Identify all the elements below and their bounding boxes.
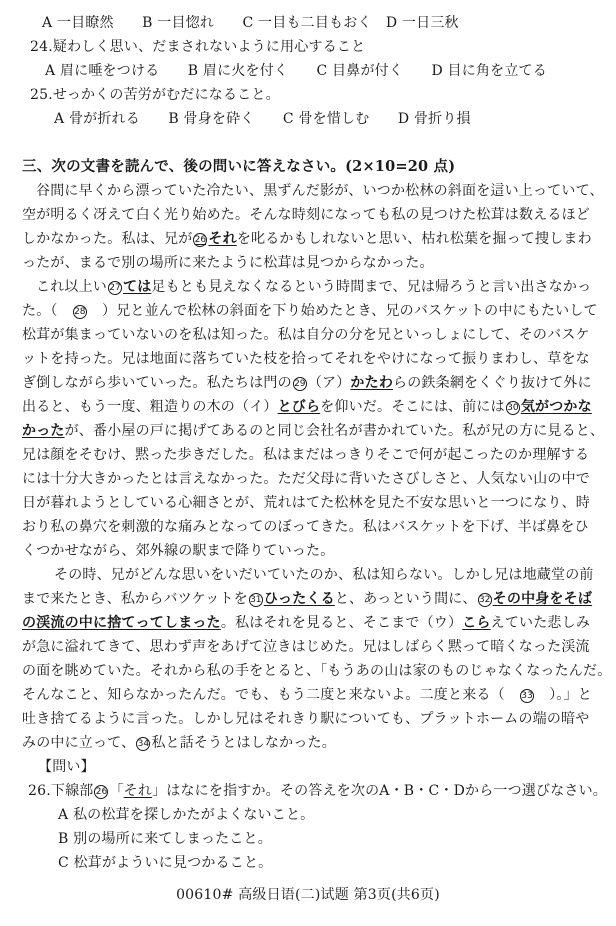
text-run: 」はなにを指すか。その答えを次のA・B・C・Dから一つ選びなさい。	[152, 783, 608, 799]
circled-number-30: 30	[507, 403, 519, 413]
reading-passage-line	[22, 635, 616, 659]
reading-passage-line	[22, 299, 616, 323]
circled-number-31: 31	[250, 595, 262, 605]
text-run: A 眉に唾をつける B 眉に火を付く C 目鼻が付く D 目に角を立てる	[45, 63, 547, 79]
text-run: を仰いだ。そこには、前には	[320, 399, 505, 415]
vocab-questions	[22, 11, 616, 131]
text-run: 。私はそれを見ると、そこまで（ウ）	[220, 615, 463, 631]
text-run: 足もとも見えなくなるという時間まで、兄は帰ろうと言い出さなかっ	[151, 279, 592, 295]
reading-passage-line	[22, 539, 616, 563]
text-run: た。（	[22, 303, 72, 319]
reading-passage-line	[22, 467, 616, 491]
vocab-24-question	[22, 35, 616, 59]
circled-number-29: 29	[294, 379, 306, 389]
text-run: しかなかった。私は、兄が	[22, 231, 193, 247]
text-run: それ	[208, 231, 237, 247]
text-run: が、番小屋の戸に掲げてあるのと同じ会社名が書かれていた。私が兄の方に見ると、	[64, 423, 605, 439]
questions-label	[22, 755, 616, 779]
text-run: とびら	[277, 399, 321, 415]
text-run: その中身をそば	[492, 591, 593, 607]
circled-number-33: 33	[521, 691, 533, 701]
text-run: ったが、まるで別の場所に来たように松茸は見つからなかった。	[22, 255, 434, 271]
question-26-option-b	[22, 827, 616, 851]
section-3-title	[22, 155, 616, 179]
text-run: が急に溢れてきて、思わず声をあげて泣きはじめた。兄はしばらく黙って暗くなった渓流	[22, 639, 590, 655]
text-run: それ	[123, 783, 153, 799]
text-run: ）。」と	[535, 687, 592, 703]
text-run: こら	[462, 615, 491, 631]
circled-number-28: 28	[74, 307, 86, 317]
text-run: の渓流の中に捨てってしまった	[22, 615, 221, 631]
text-run: ）兄と並んで松林の斜面を下り始めたとき、兄のバスケットの中にもたいして	[87, 303, 598, 319]
text-run: ぎ倒しながら歩いていった。私たちは門の	[22, 375, 292, 391]
text-run: ては	[123, 279, 152, 295]
circled-number-26: 26	[194, 235, 207, 245]
circled-number-34: 34	[137, 739, 150, 749]
text-run: えていた悲しみ	[490, 615, 591, 631]
reading-passage-line	[22, 563, 616, 587]
text-run: A 私の松茸を探しかたがよくないこと。	[58, 807, 315, 823]
text-run: 【問い】	[38, 759, 95, 775]
text-run: B 別の場所に来てしまったこと。	[58, 831, 272, 847]
text-run: と、あっという間に、	[334, 591, 477, 607]
question-26	[22, 779, 616, 803]
circled-number-27: 27	[109, 283, 121, 293]
reading-passage-line	[22, 611, 616, 635]
text-run: ひったくる	[263, 591, 335, 607]
text-run: 三、次の文書を読んで、後の問いに答えなさい。(2×10=20 点)	[22, 158, 456, 175]
text-run: 空が明るく冴えて白く光り始めた。そんな時刻になっても私の見つけた松茸は数えるほど	[22, 207, 590, 223]
reading-passage-line	[22, 227, 616, 251]
text-run: まで来たとき、私からバツケットを	[22, 591, 248, 607]
reading-passage-line	[22, 323, 616, 347]
text-run: （ア）	[307, 375, 351, 391]
text-run: これ以上い	[36, 279, 107, 295]
text-run: おり私の鼻穴を刺激的な痛みとなってのぼってきた。私はバスケットを下げ、半ば鼻をひ	[22, 519, 589, 535]
text-run: 兄は顔をそむけ、黙った歩きだした。私はまだはっきりそこで何が起こったのか理解する	[22, 447, 590, 463]
vocab-24-options	[22, 59, 616, 83]
text-run: A 一目瞭然 B 一目惚れ C 一目も二目もおく D 一日三秋	[42, 15, 459, 31]
text-run: C 松茸がよういに見つかること。	[58, 855, 273, 871]
text-run: 25.せっかくの苦労がむだになること。	[30, 87, 280, 103]
question-26-option-c	[22, 851, 616, 875]
reading-passage-line	[22, 707, 616, 731]
text-run: 谷間に早くから漂っていた冷たい、黒ずんだ影が、いつか松林の斜面を這い上っていて、	[36, 183, 604, 199]
reading-passage-line	[22, 731, 616, 755]
reading-passage-line	[22, 515, 616, 539]
reading-passage-line	[22, 395, 616, 419]
reading-passage	[22, 179, 616, 755]
reading-passage-line	[22, 275, 616, 299]
text-run: の面を眺めていた。それから私の手をとると、「もうあの山は家のものじゃなくなったんだ。	[22, 663, 612, 679]
vocab-25-question	[22, 83, 616, 107]
text-run: くつかせながら、郊外線の駅まで降りていった。	[22, 543, 335, 559]
reading-passage-line	[22, 491, 616, 515]
text-run: には十分大きかったとは言えなかった。ただ父母に背いたさびしさと、人気ない山の中で	[22, 471, 590, 487]
reading-passage-line	[22, 203, 616, 227]
text-run: その時、兄がどんな思いをいだいていたのか、私は知らない。しかし兄は地蔵堂の前	[54, 567, 594, 583]
reading-passage-line	[22, 683, 616, 707]
text-run: 26.下線部	[28, 783, 94, 799]
text-run: 24.疑わしく思い、だまされないように用心すること	[30, 39, 366, 55]
reading-passage-line	[22, 179, 616, 203]
reading-section-header	[22, 155, 616, 179]
question-26-option-a	[22, 803, 616, 827]
reading-passage-line	[22, 371, 616, 395]
text-run: らの鉄条網をくぐり抜けて外に	[393, 375, 592, 391]
text-run: 松茸が集まっていないのを私は知った。私は自分の分を兄といっしょにして、そのバスケ	[22, 327, 590, 343]
questions-block	[22, 755, 616, 875]
reading-passage-line	[22, 347, 616, 371]
reading-passage-line	[22, 659, 616, 683]
text-run: 出ると、もう一度、粗造りの木の（イ）	[22, 399, 278, 415]
vocab-25-options	[22, 107, 616, 131]
text-run: かたわ	[350, 375, 394, 391]
reading-passage-line	[22, 587, 616, 611]
text-run: かった	[22, 423, 65, 439]
text-run: ットを持った。兄は地面に落ちていた枝を拾ってそれをやけになって振りまわし、草をな	[22, 351, 590, 367]
text-run: 私と話そうとはしなかった。	[151, 735, 336, 751]
reading-passage-line	[22, 419, 616, 443]
reading-passage-line	[22, 443, 616, 467]
text-run: そんなこと、知らなかったんだ。でも、もう二度と来ないよ。二度と来る（	[22, 687, 519, 703]
reading-passage-line	[22, 251, 616, 275]
text-run: みの中に立って、	[22, 735, 136, 751]
text-run: 日が暮れようとしている心細さとが、荒れはてた松林を見た不安な思いと一つになり、時	[22, 495, 590, 511]
text-run: 「	[109, 783, 124, 799]
text-run: A 骨が折れる B 骨身を砕く C 骨を惜しむ D 骨折り損	[54, 111, 471, 127]
circled-number-26: 26	[95, 787, 108, 797]
page-footer: 00610# 高级日语(二)试题 第3页(共6页)	[176, 887, 440, 903]
text-run: を叱るかもしれないと思い、枯れ松葉を掘って捜しまわ	[236, 231, 592, 247]
text-run: 吐き捨てるように言った。しかし兄はそれきり駅についても、プラットホームの端の暗や	[22, 711, 590, 727]
vocab-23-options	[22, 11, 616, 35]
circled-number-32: 32	[478, 595, 491, 605]
text-run: 気がつかな	[520, 399, 592, 415]
